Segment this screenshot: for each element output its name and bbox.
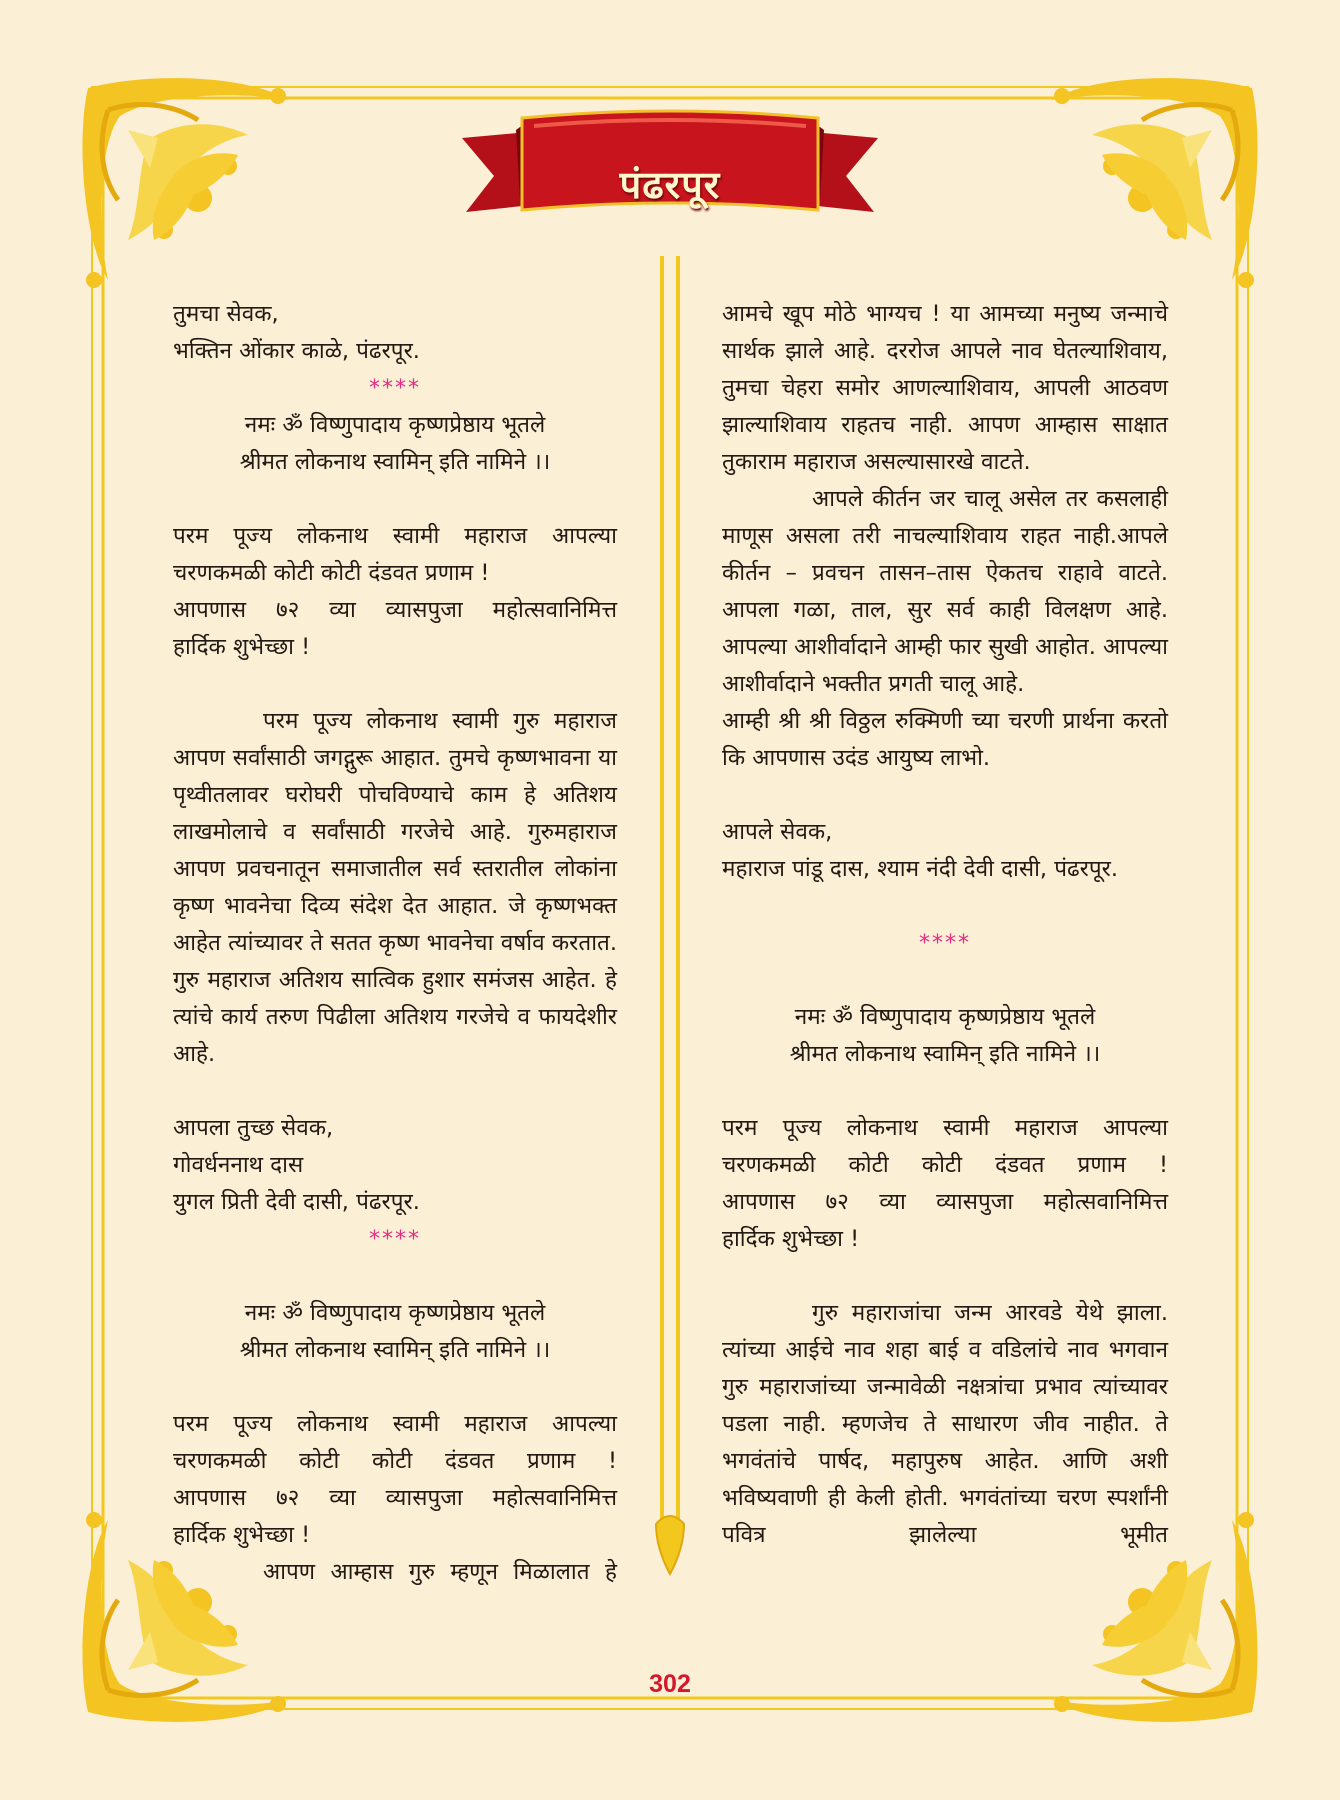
salutation-line: परम पूज्य लोकनाथ स्वामी महाराज आपल्या	[173, 1411, 617, 1437]
paragraph: आपले कीर्तन जर चालू असेल तर कसलाही माणूस असला तरी नाचल्याशिवाय राहत नाही.आपले कीर्तन – प्रवचन तासन–तास ऐकतच राहावे वाटते. आपला गळा, ताल, सुर सर्व काही विलक्षण आहे. आपल्या आशीर्वादाने आम्ही फार सुखी आहोत. आपल्या आशीर्वादाने भक्तीत प्रगती चालू आहे.	[722, 486, 1168, 697]
paragraph: आपण सर्वांसाठी जगद्गुरू आहात. तुमचे कृष्णभावना या पृथ्वीतलावर घरोघरी पोचविण्याचे काम हे अतिशय लाखमोलाचे व सर्वांसाठी गरजेचे आहे. गुरुमहाराज आपण प्रवचनातून समाजातील सर्व स्तरातील लोकांना कृष्ण भावनेचा दिव्य संदेश देत आहात. जे कृष्णभक्त आहेत त्यांच्यावर ते सतत कृष्ण भावनेचा वर्षाव करतात. गुरु महाराज अतिशय सात्विक हुशार समंजस आहेत. हे त्यांचे कार्य तरुण पिढीला अतिशय गरजेचे व फायदेशीर आहे.	[173, 745, 617, 1067]
separator-stars: ****	[919, 931, 971, 956]
salutation-line: परम पूज्य लोकनाथ स्वामी महाराज आपल्या	[722, 1115, 1168, 1141]
salutation-line: परम पूज्य लोकनाथ स्वामी महाराज आपल्या	[173, 523, 617, 549]
greeting-line: तुमचा सेवक,	[173, 301, 279, 327]
left-column	[173, 296, 617, 1591]
signature-line: गोवर्धननाथ दास	[173, 1152, 304, 1178]
page-title: पंढरपूर	[619, 162, 721, 207]
invocation-line: श्रीमत लोकनाथ स्वामिन् इति नामिने ।।	[239, 1337, 551, 1363]
invocation-line: नमः ॐ विष्णुपादाय कृष्णप्रेष्ठाय भूतले	[244, 1300, 546, 1326]
paragraph: गुरु महाराजांचा जन्म आरवडे येथे झाला. त्यांच्या आईचे नाव शहा बाई व वडिलांचे नाव भगवान गुरु महाराजांच्या जन्मावेळी नक्षत्रांचा प्रभाव त्यांच्यावर पडला नाही. म्हणजेच ते साधारण जीव नाहीत. ते भगवंतांचे पार्षद, महापुरुष आहेत. आणि अशी भविष्यवाणी ही केली होती. भगवंतांच्या चरण स्पर्शांनी पवित्र झालेल्या भूमीत	[722, 1300, 1168, 1548]
invocation-line: नमः ॐ विष्णुपादाय कृष्णप्रेष्ठाय भूतले	[244, 412, 546, 438]
invocation-line: नमः ॐ विष्णुपादाय कृष्णप्रेष्ठाय भूतले	[794, 1004, 1096, 1030]
signature-line: आपला तुच्छ सेवक,	[173, 1115, 334, 1141]
page-number: 302	[649, 1670, 691, 1698]
separator-stars: ****	[369, 1227, 421, 1252]
salutation-line: हार्दिक शुभेच्छा !	[173, 1522, 311, 1548]
paragraph-line: परम पूज्य लोकनाथ स्वामी गुरु महाराज	[263, 708, 617, 734]
paragraph-line: आपण आम्हास गुरु म्हणून मिळालात हे	[263, 1559, 617, 1585]
greeting-line: भक्तिन ओंकार काळे, पंढरपूर.	[173, 338, 420, 364]
paragraph: आमचे खूप मोठे भाग्यच ! या आमच्या मनुष्य जन्माचे सार्थक झाले आहे. दररोज आपले नाव घेतल्याशिवाय, तुमचा चेहरा समोर आणल्याशिवाय, आपली आठवण झाल्याशिवाय राहतच नाही. आपण आम्हास साक्षात तुकाराम महाराज असल्यासारखे वाटते.	[722, 301, 1168, 475]
salutation-line: हार्दिक शुभेच्छा !	[722, 1226, 860, 1252]
salutation-line: हार्दिक शुभेच्छा !	[173, 634, 311, 660]
signature-line: महाराज पांडू दास, श्याम नंदी देवी दासी, पंढरपूर.	[722, 856, 1118, 882]
invocation-line: श्रीमत लोकनाथ स्वामिन् इति नामिने ।।	[239, 449, 551, 475]
salutation-line: आपणास ७२ व्या व्यासपुजा महोत्सवानिमित्त	[173, 1485, 617, 1511]
salutation-line: चरणकमळी कोटी कोटी दंडवत प्रणाम !	[173, 1448, 617, 1474]
salutation-line: आपणास ७२ व्या व्यासपुजा महोत्सवानिमित्त	[173, 597, 617, 623]
paragraph: आम्ही श्री श्री विठ्ठल रुक्मिणी च्या चरणी प्रार्थना करतो कि आपणास उदंड आयुष्य लाभो.	[722, 708, 1168, 771]
salutation-line: चरणकमळी कोटी कोटी दंडवत प्रणाम !	[722, 1152, 1168, 1178]
salutation-line: चरणकमळी कोटी कोटी दंडवत प्रणाम !	[173, 560, 490, 586]
separator-stars: ****	[369, 376, 421, 401]
salutation-line: आपणास ७२ व्या व्यासपुजा महोत्सवानिमित्त	[722, 1189, 1168, 1215]
right-column	[722, 296, 1168, 1554]
signature-line: युगल प्रिती देवी दासी, पंढरपूर.	[173, 1189, 420, 1215]
signature-line: आपले सेवक,	[722, 819, 833, 845]
invocation-line: श्रीमत लोकनाथ स्वामिन् इति नामिने ।।	[789, 1041, 1101, 1067]
